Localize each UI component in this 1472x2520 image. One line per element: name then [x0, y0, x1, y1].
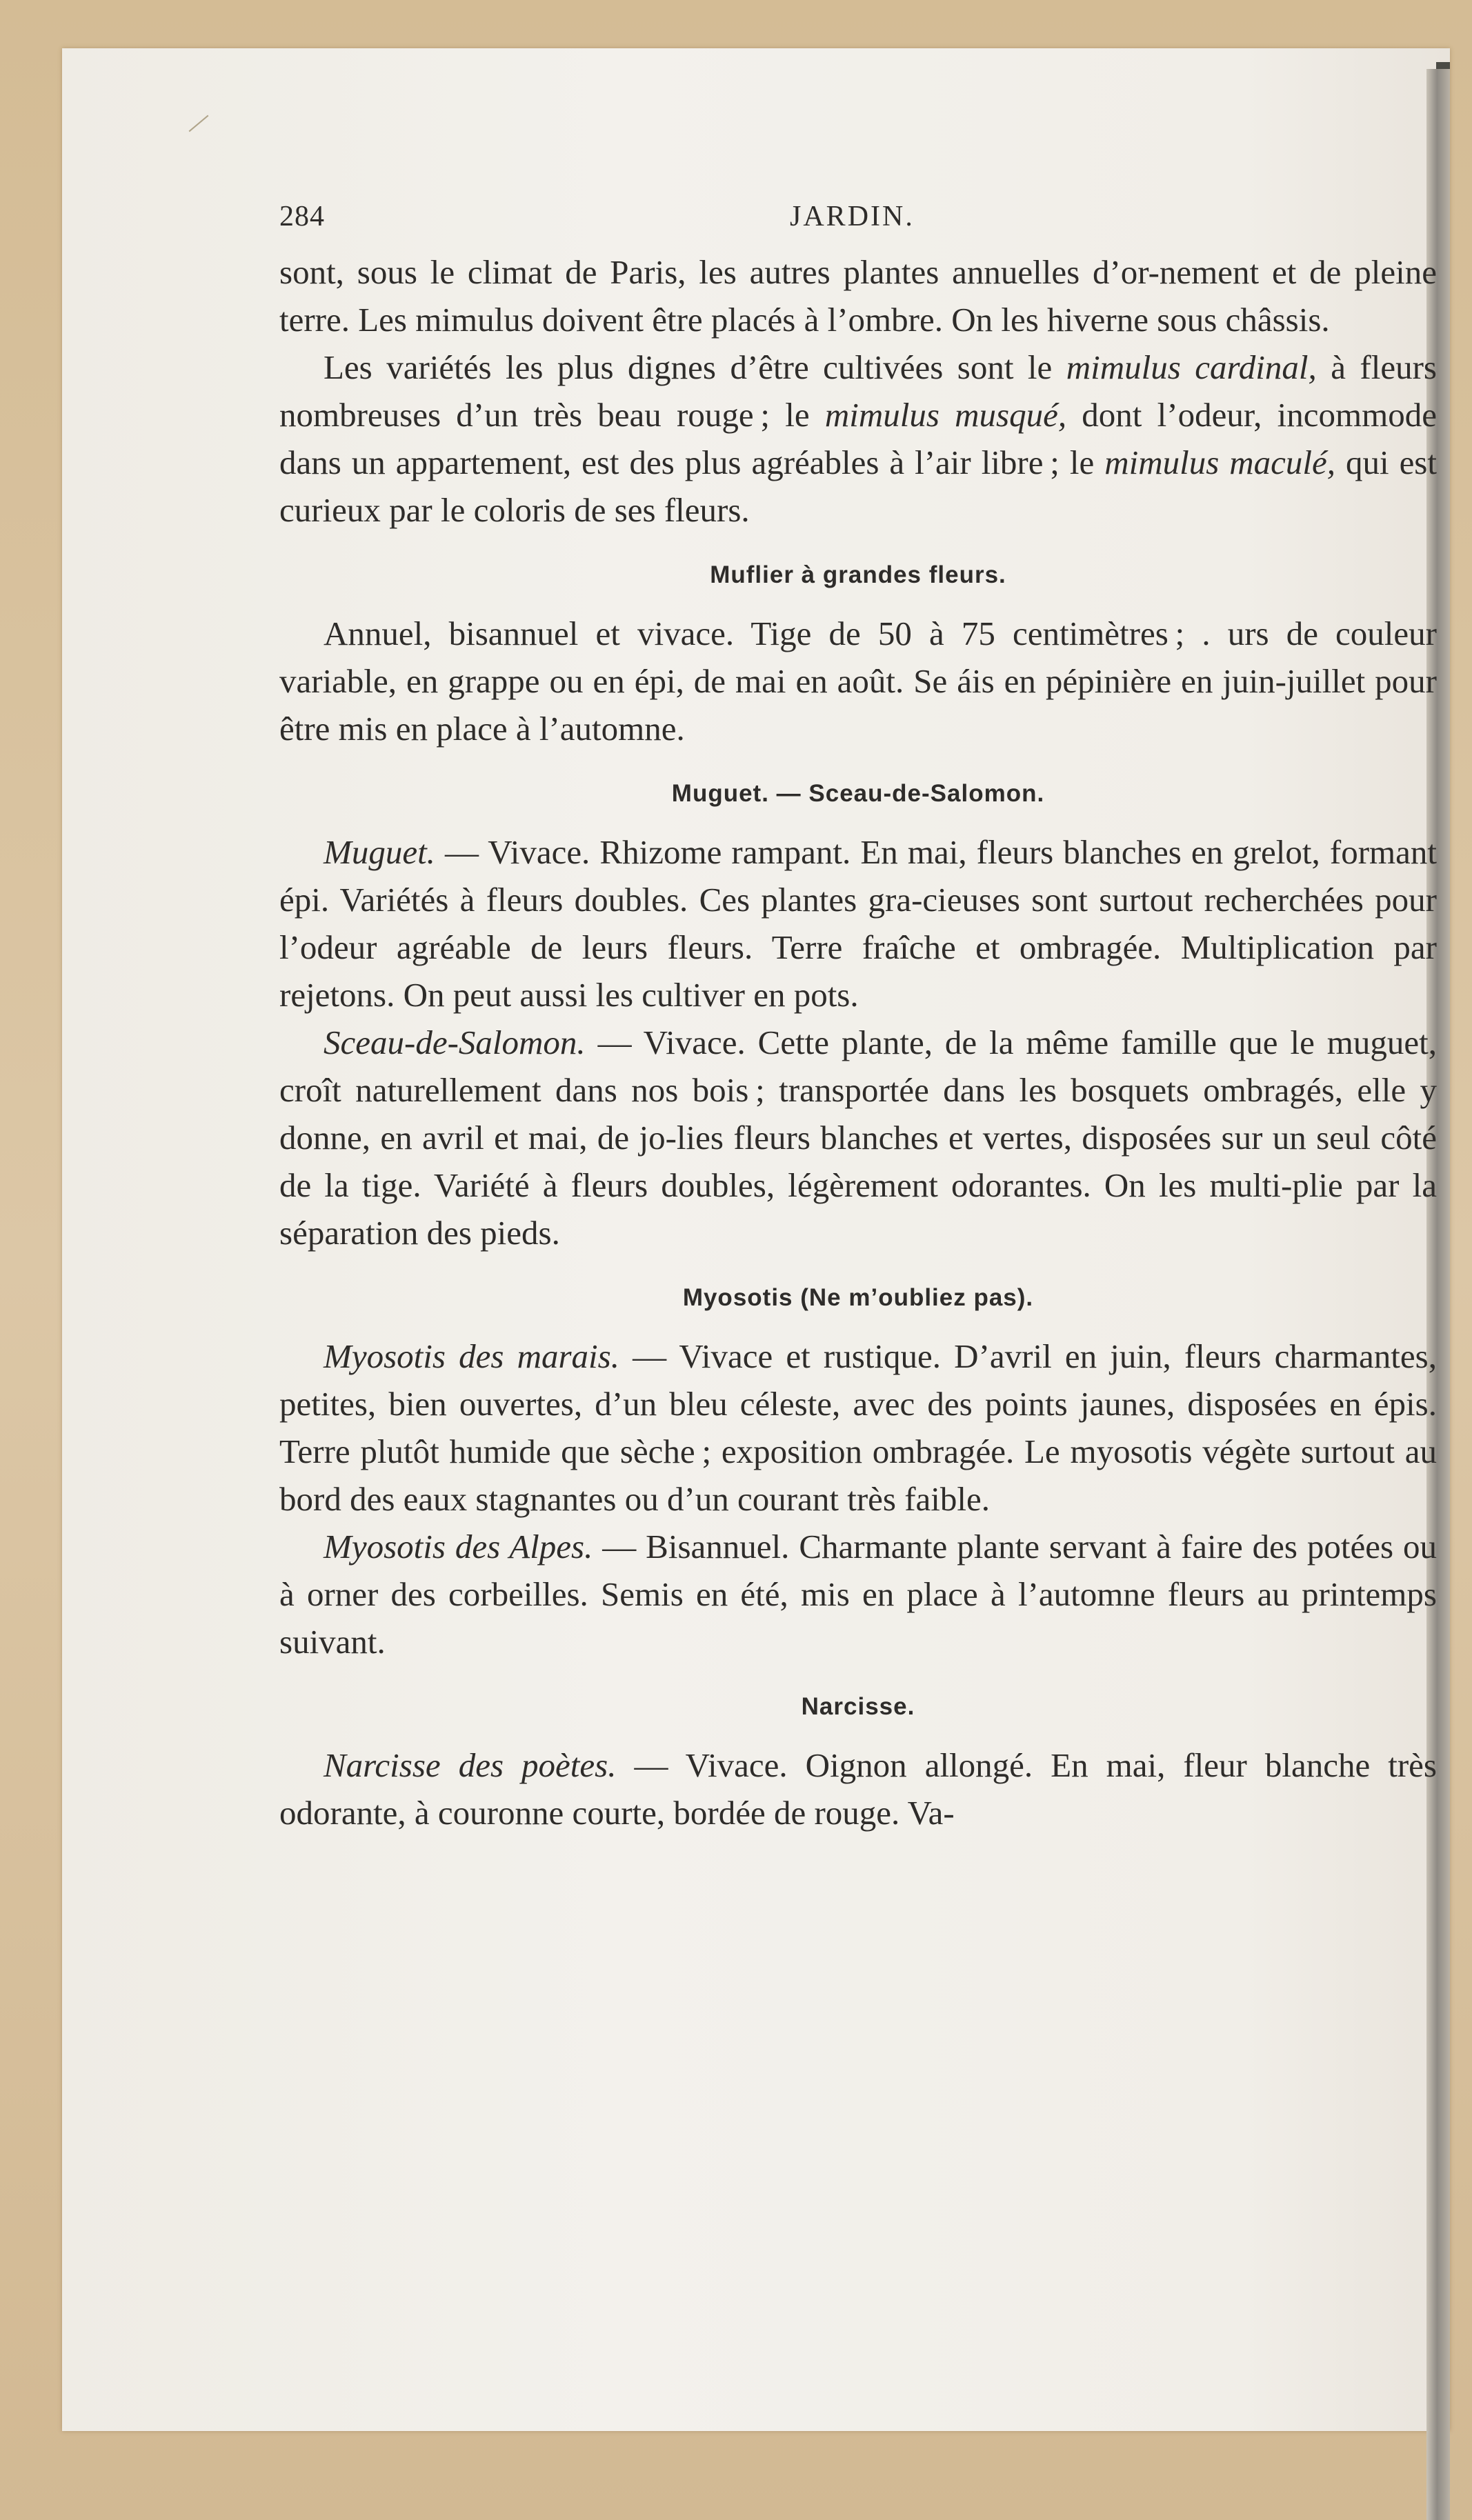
- text-run: Annuel, bisannuel et vivace. Tige de 50 à 75 centimètres ; . urs de couleur variable, en grappe ou en épi, de mai en août. Se áis en pépinière en juin-juillet pour être mis en place à l’automne.: [279, 614, 1437, 748]
- text-run: — Vivace. Cette plante, de la même famille que le muguet, croît naturellement dans nos bois ; transportée dans les bosquets ombragés, elle y donne, en avril et mai, de jo-lies fleurs blanches et vertes, disposées sur un seul côté de la tige. Variété à fleurs doubles, légèrement odorantes. On les multi-plie par la séparation des pieds.: [279, 1023, 1437, 1252]
- italic-term: mimulus maculé,: [1104, 443, 1336, 481]
- italic-term: Sceau-de-Salomon.: [324, 1023, 586, 1061]
- paragraph: [279, 1019, 1437, 1257]
- paragraph: [279, 610, 1437, 752]
- text-run: à fleurs nombreuses d’un très beau rouge ; le: [279, 348, 1437, 434]
- text-run: — Vivace. Oignon allongé. En mai, fleur blanche très odorante, à couronne courte, bordée de rouge. Va-: [279, 1746, 1438, 1832]
- paragraph: [279, 1523, 1437, 1666]
- running-title: JARDIN.: [790, 201, 915, 232]
- italic-term: Myosotis des Alpes.: [324, 1528, 593, 1566]
- text-run: Les variétés les plus dignes d’être cultivées sont le: [324, 348, 1066, 386]
- italic-term: Narcisse des poètes.: [324, 1746, 617, 1784]
- running-head: [279, 193, 1437, 248]
- italic-term: mimulus cardinal,: [1066, 348, 1317, 386]
- body-text: [279, 248, 1437, 1837]
- section-heading: Muguet. — Sceau-de-Salomon.: [671, 780, 1045, 807]
- paragraph: [279, 343, 1437, 534]
- paragraph: [279, 1741, 1437, 1837]
- text-run: — Vivace. Rhizome rampant. En mai, fleurs blanches en grelot, formant épi. Variétés à fleurs doubles. Ces plantes gra-cieuses sont surtout recherchées pour l’odeur agréable de leurs fleurs. Terre fraîche et ombragée. Multiplication par rejetons. On peut aussi les cultiver en pots.: [279, 833, 1437, 1014]
- paragraph: [279, 1332, 1437, 1523]
- text-run: qui est curieux par le coloris de ses fleurs.: [279, 443, 1437, 529]
- section-heading: Muflier à grandes fleurs.: [710, 561, 1006, 588]
- text-run: sont, sous le climat de Paris, les autres plantes annuelles d’or-nement et de pleine terre. Les mimulus doivent être placés à l’ombre. On les hiverne sous châssis.: [279, 253, 1437, 339]
- italic-term: Myosotis des marais.: [324, 1337, 619, 1375]
- paragraph: [279, 248, 1437, 343]
- section-heading: Myosotis (Ne m’oubliez pas).: [682, 1284, 1034, 1311]
- text-run: dont l’odeur, incommode dans un appartement, est des plus agréables à l’air libre ; le: [279, 396, 1437, 481]
- text-run: — Vivace et rustique. D’avril en juin, fleurs charmantes, petites, bien ouvertes, d’un bleu céleste, avec des points jaunes, disposées en épis. Terre plutôt humide que sèche ; exposition ombragée. Le myosotis végète surtout au bord des eaux stagnantes ou d’un courant très faible.: [279, 1337, 1437, 1518]
- italic-term: mimulus musqué,: [824, 396, 1067, 434]
- paragraph: [279, 828, 1437, 1019]
- section-heading: Narcisse.: [801, 1693, 915, 1720]
- text-run: — Bisannuel. Charmante plante servant à faire des potées ou à orner des corbeilles. Semis en été, mis en place à l’automne fleurs au printemps suivant.: [279, 1528, 1437, 1661]
- italic-term: Muguet.: [324, 833, 435, 871]
- page-number: 284: [279, 201, 325, 232]
- page-text: [279, 193, 1437, 1837]
